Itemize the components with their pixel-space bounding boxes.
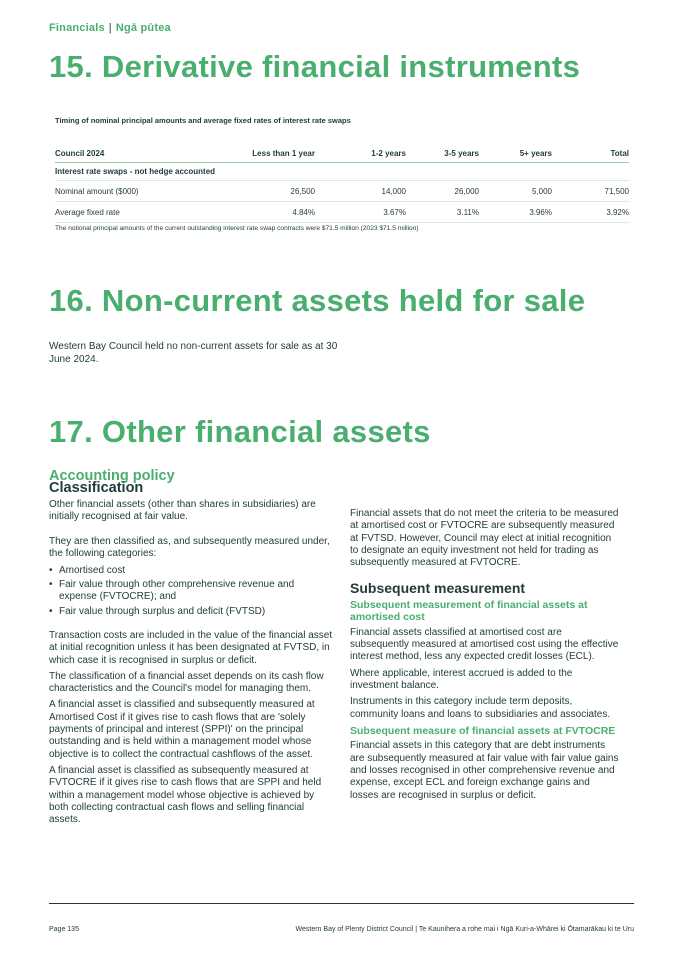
- paragraph: Financial assets classified at amortised cost are subsequently measured at amortised cost using the effective interest method, less any expected credit losses (ECL).: [350, 626, 619, 663]
- footer-divider: [49, 903, 634, 904]
- category-list: [49, 565, 334, 618]
- table-subheading: Interest rate swaps - not hedge accounted: [55, 163, 629, 181]
- list-item: • Fair value through surplus and deficit (FVTSD): [49, 606, 334, 618]
- list-item: • Fair value through other comprehensive revenue and expense (FVTOCRE); and: [49, 579, 334, 604]
- table-cell: 5,000: [479, 181, 552, 202]
- column-header: 5+ years: [479, 145, 552, 163]
- paragraph: The classification of a financial asset depends on its cash flow characteristics and the Council's model for managing them.: [49, 670, 324, 695]
- list-item: • Amortised cost: [49, 565, 334, 577]
- paragraph: Other financial assets (other than shares in subsidiaries) are initially recognised at fair value.: [49, 498, 316, 522]
- classification-heading: Classification: [49, 480, 144, 497]
- row-label: Nominal amount ($000): [55, 181, 205, 202]
- table-header-row: [55, 145, 629, 163]
- table-cell: 26,500: [205, 181, 315, 202]
- paragraph: Where applicable, interest accrued is added to the investment balance.: [350, 667, 573, 691]
- table-cell: 3.92%: [552, 202, 629, 223]
- table-row: [55, 181, 629, 202]
- breadcrumb-section-maori: Ngā pūtea: [115, 22, 171, 34]
- paragraph: Financial assets in this category that are debt instruments are subsequently measured at fair value with fair value gains and losses recognised in other comprehensive revenue and expense, except ECL and foreign exchange gains and losses are recognised in surplus or deficit.: [350, 740, 619, 801]
- paragraph: A financial asset is classified and subsequently measured at Amortised Cost if it gives rise to cash flows that are 'solely payments of principal and interest (SPPI)' on the principal outstanding and is held within a management model whose objective is to collect the contractual cashflows of the asset.: [49, 699, 315, 760]
- interest-rate-swaps-table: [55, 145, 629, 223]
- table-cell: 3.96%: [479, 202, 552, 223]
- column-header: Less than 1 year: [205, 145, 315, 163]
- table-subheading-row: [55, 163, 629, 181]
- section-15-title: 15. Derivative financial instruments: [49, 49, 581, 84]
- right-column: [350, 508, 620, 806]
- section-16-body: Western Bay Council held no non-current assets for sale as at 30 June 2024.: [49, 341, 338, 365]
- column-header: Total: [552, 145, 629, 163]
- table-cell: 4.84%: [205, 202, 315, 223]
- paragraph: A financial asset is classified as subsequently measured at FVTOCRE if it gives rise to cash flows that are SPPI and held within a management model whose objective is achieved by both collecting contractual cash flows and selling financial assets.: [49, 764, 322, 826]
- amortised-cost-heading: Subsequent measurement of financial assets at amortised cost: [350, 598, 588, 624]
- column-header: 1-2 years: [315, 145, 406, 163]
- column-header: 3-5 years: [406, 145, 479, 163]
- paragraph: Instruments in this category include term deposits, community loans and loans to subsidiaries and associates.: [350, 696, 611, 720]
- page-number: Page 135: [49, 926, 79, 933]
- table-caption: Timing of nominal principal amounts and average fixed rates of interest rate swaps: [55, 116, 351, 125]
- breadcrumb-separator: |: [108, 22, 112, 34]
- table-cell: 3.67%: [315, 202, 406, 223]
- footer-council-name: Western Bay of Plenty District Council | Te Kaunihera a rohe mai i Ngā Kuri-a-Whārei ki Ōtamarākau ki te Uru: [295, 926, 634, 933]
- table-cell: 26,000: [406, 181, 479, 202]
- paragraph: They are then classified as, and subsequently measured under, the following categories:: [49, 536, 330, 560]
- paragraph: Transaction costs are included in the value of the financial asset at initial recognition unless it has been designated at FVTSD, in which case it is recognised in surplus or deficit.: [49, 629, 333, 666]
- breadcrumb-section: Financials: [49, 22, 105, 34]
- table-cell: 71,500: [552, 181, 629, 202]
- paragraph: Financial assets that do not meet the criteria to be measured at amortised cost or FVTOCRE are subsequently measured at FVTSD. However, Council may elect at initial recognition to designate an equity investment not held for trading as subsequently measured at FVTOCRE.: [350, 508, 619, 569]
- breadcrumb: [49, 22, 171, 34]
- table-note: The notional principal amounts of the current outstanding interest rate swap contracts were $71.5 million (2023 $71.5 million): [55, 225, 419, 232]
- section-17-title: 17. Other financial assets: [49, 414, 431, 449]
- left-column: [49, 470, 334, 830]
- row-label: Average fixed rate: [55, 202, 205, 223]
- section-16-title: 16. Non-current assets held for sale: [49, 283, 586, 318]
- table-row: [55, 202, 629, 223]
- table-cell: 3.11%: [406, 202, 479, 223]
- accounting-policy-heading: Accounting policy: [49, 468, 175, 484]
- fvtocre-heading: Subsequent measure of financial assets at FVTOCRE: [350, 724, 616, 737]
- subsequent-measurement-heading: Subsequent measurement: [350, 580, 526, 597]
- column-header: Council 2024: [55, 145, 205, 163]
- table-cell: 14,000: [315, 181, 406, 202]
